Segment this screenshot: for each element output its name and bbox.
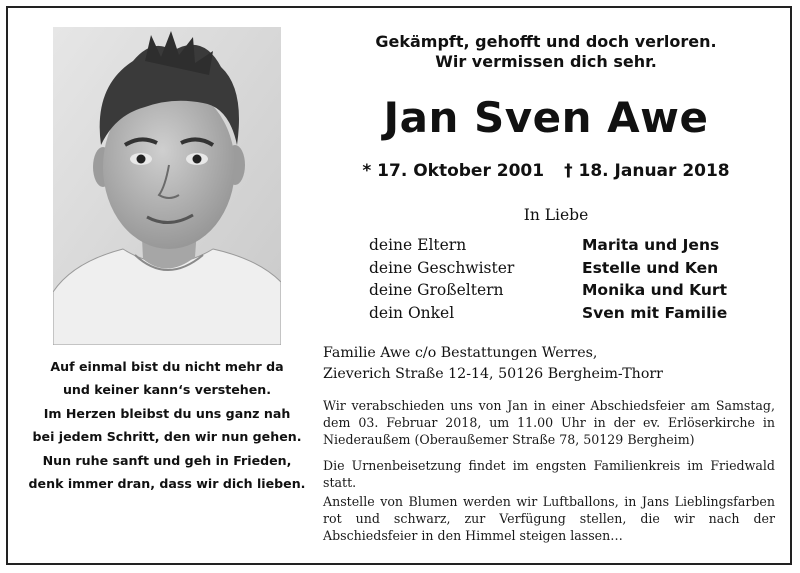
mourner-row: [369, 234, 749, 257]
address-line: Zieverich Straße 12-14, 50126 Bergheim-Thorr: [323, 366, 663, 382]
poem-line: Auf einmal bist du nicht mehr da: [50, 359, 284, 374]
mourner-row: [369, 257, 749, 280]
life-dates: [346, 159, 746, 183]
in-liebe-heading: In Liebe: [523, 206, 589, 224]
poem-line: und keiner kann‘s verstehen.: [62, 382, 272, 398]
portrait-illustration: [53, 27, 281, 345]
deceased-name: Jan Sven Awe: [383, 93, 709, 142]
mourner-relation: dein Onkel: [369, 303, 455, 322]
motto-line: Gekämpft, gehofft und doch verloren.: [375, 32, 717, 51]
contact-address: [323, 343, 763, 385]
ceremony-paragraph: Wir verabschieden uns von Jan in einer Abschiedsfeier am Samstag, dem 03. Februar 2018, um 11.00 Uhr in der ev. Erlöserkirche in Niederaußem (Oberaußemer Straße 78, 50129 Bergheim): [323, 398, 775, 447]
mourner-names: Marita und Jens: [582, 236, 720, 254]
mourner-names: Monika und Kurt: [582, 281, 727, 299]
birth-date: * 17. Oktober 2001: [362, 161, 545, 181]
poem-line: Im Herzen bleibst du uns ganz nah: [43, 405, 291, 421]
mourner-relation: deine Großeltern: [369, 281, 504, 299]
poem-line: denk immer dran, dass wir dich lieben.: [28, 476, 306, 492]
mourner-names: Estelle und Ken: [582, 258, 719, 277]
poem-line: bei jedem Schritt, den wir nun gehen.: [32, 429, 302, 445]
mourner-relation: deine Geschwister: [369, 258, 515, 277]
balloons-paragraph: Anstelle von Blumen werden wir Luftballons, in Jans Lieblingsfarben rot und schwarz, zur Verfügung stellen, die wir nach der Abschiedsfeier in den Himmel steigen lassen…: [323, 494, 775, 543]
poem: [26, 355, 308, 495]
mourner-row: [369, 302, 749, 325]
address-line: Familie Awe c/o Bestattungen Werres,: [323, 345, 598, 361]
portrait-photo: [53, 27, 281, 345]
burial-paragraph: Die Urnenbeisetzung findet im engsten Familienkreis im Friedwald statt.: [323, 458, 775, 490]
motto: [346, 32, 746, 72]
motto-line: Wir vermissen dich sehr.: [435, 52, 657, 71]
poem-line: Nun ruhe sanft und geh in Frieden,: [42, 452, 292, 468]
death-date: † 18. Januar 2018: [564, 161, 730, 181]
mourner-names: Sven mit Familie: [582, 303, 728, 322]
mourners-list: [369, 234, 749, 324]
mourner-row: [369, 279, 749, 302]
mourner-relation: deine Eltern: [369, 236, 467, 254]
